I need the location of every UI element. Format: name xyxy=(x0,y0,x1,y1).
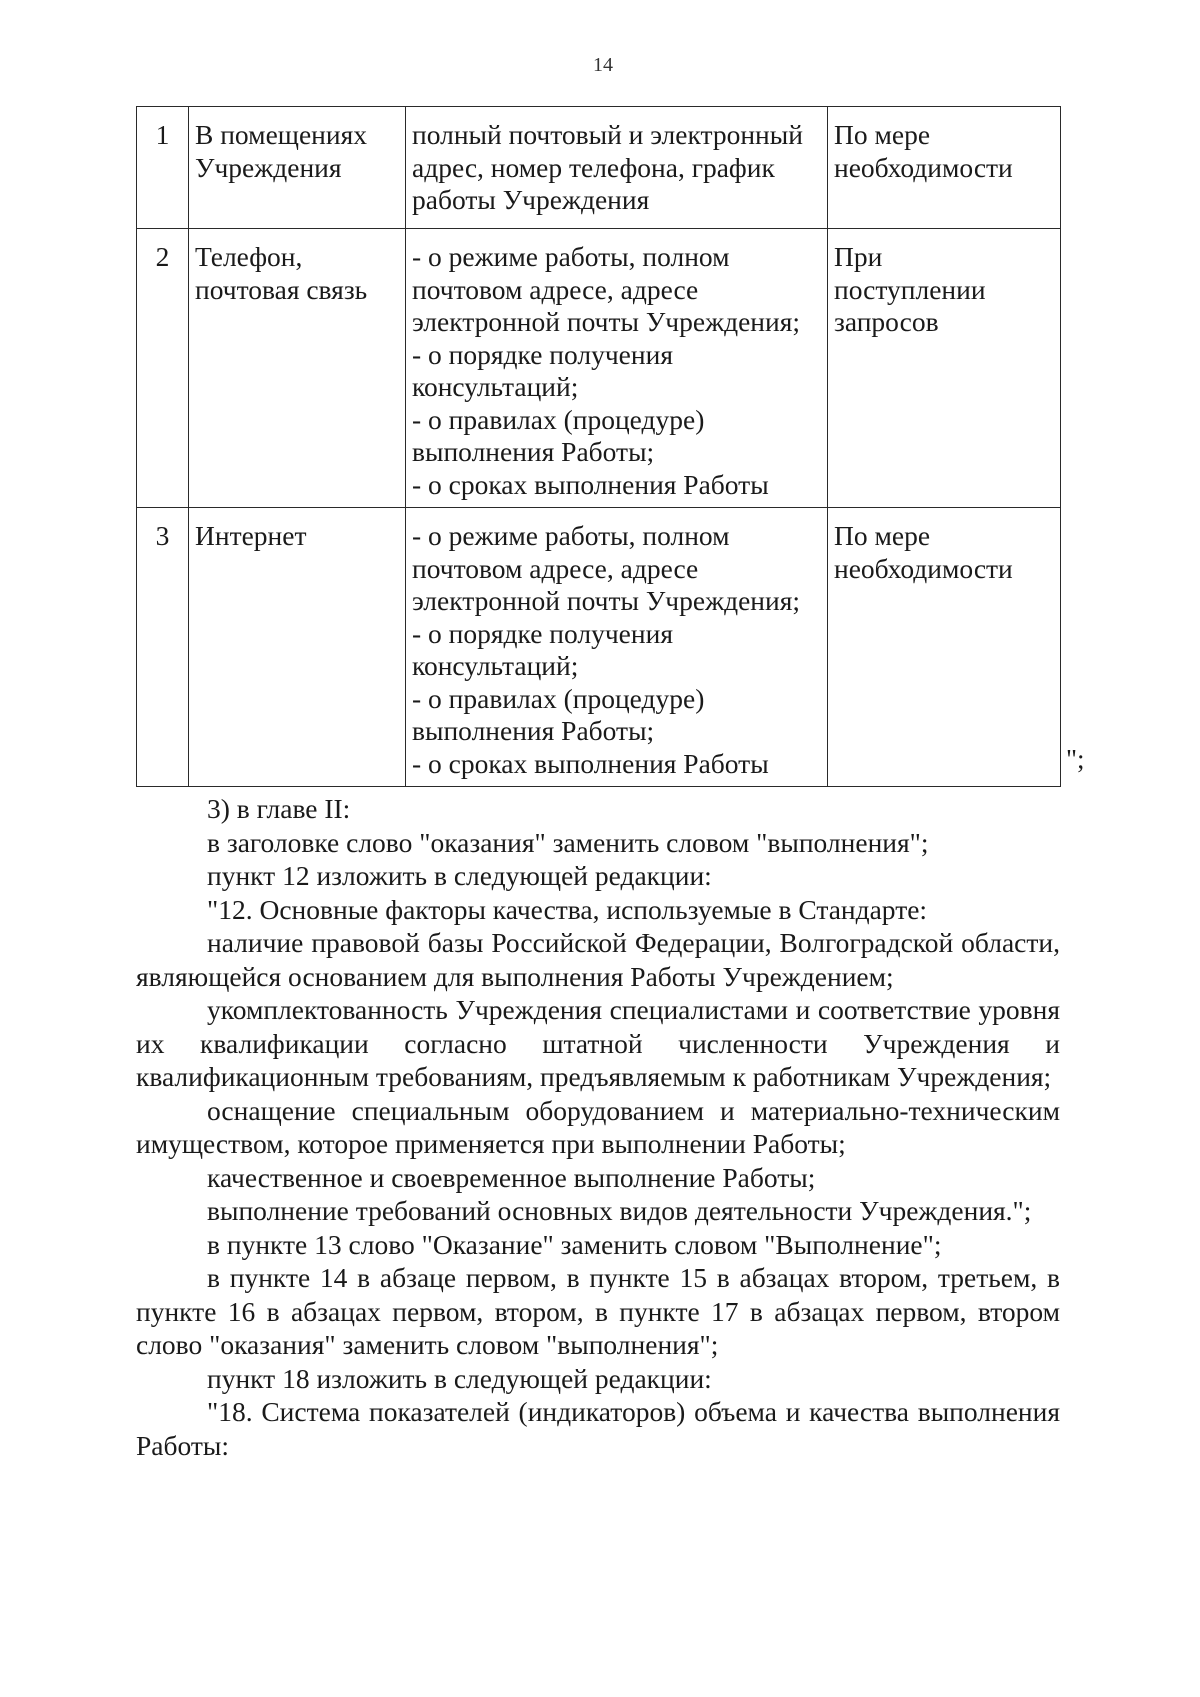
paragraph-legal-base: наличие правовой базы Российской Федерации, Волгоградской области, являющейся основанием для выполнения Работы Учреждением; xyxy=(136,927,1060,992)
paragraph-equipment: оснащение специальным оборудованием и материально-техническим имуществом, которое применяется при выполнении Работы; xyxy=(136,1094,1060,1159)
cell-line: - о режиме работы, полном xyxy=(412,520,730,551)
cell-line: - о порядке получения xyxy=(412,617,673,649)
cell-line: почтовом адресе, адресе xyxy=(412,552,699,584)
cell-line: - о правилах (процедуре) xyxy=(412,403,705,435)
cell-line: необходимости xyxy=(834,552,1013,584)
cell-line: - о сроках выполнения Работы xyxy=(412,747,769,779)
channel-cell xyxy=(189,107,406,229)
paragraph-point18-title: "18. Система показателей (индикаторов) объема и качества выполнения Работы: xyxy=(136,1396,1060,1461)
paragraph-point13: в пункте 13 слово "Оказание" заменить словом "Выполнение"; xyxy=(207,1228,942,1260)
cell-line: - о режиме работы, полном xyxy=(412,241,730,272)
cell-line: При xyxy=(834,241,883,272)
cell-line: - о правилах (процедуре) xyxy=(412,682,705,714)
cell-line: Телефон, xyxy=(195,241,303,272)
content-cell xyxy=(406,107,828,229)
cell-line: полный почтовый и электронный xyxy=(412,119,803,150)
paragraph-point18-intro: пункт 18 изложить в следующей редакции: xyxy=(207,1362,712,1394)
cell-line: электронной почты Учреждения; xyxy=(412,585,800,616)
cell-line: почтовая связь xyxy=(195,273,368,305)
table-closing-quote: "; xyxy=(1066,744,1085,774)
cell-line: Учреждения xyxy=(195,151,342,183)
channel-cell xyxy=(189,229,406,508)
paragraph-point12-title: "12. Основные факторы качества, используемые в Стандарте: xyxy=(207,893,928,925)
cell-line: В помещениях xyxy=(195,119,367,150)
cell-line: выполнения Работы; xyxy=(412,715,655,746)
frequency-cell xyxy=(828,107,1061,229)
paragraph-heading-change: в заголовке слово "оказания" заменить словом "выполнения"; xyxy=(207,826,929,858)
paragraph-quality: качественное и своевременное выполнение Работы; xyxy=(207,1161,816,1193)
table-row xyxy=(137,508,1061,787)
channel-cell xyxy=(189,508,406,787)
page-number: 14 xyxy=(593,54,613,76)
information-table xyxy=(136,106,1061,787)
cell-line: Интернет xyxy=(195,520,307,551)
cell-line: необходимости xyxy=(834,151,1013,183)
cell-line: почтовом адресе, адресе xyxy=(412,273,699,305)
cell-line: выполнения Работы; xyxy=(412,436,655,467)
content-cell xyxy=(406,229,828,508)
cell-line: - о порядке получения xyxy=(412,338,673,370)
frequency-cell xyxy=(828,229,1061,508)
table-row xyxy=(137,229,1061,508)
row-number-cell: 3 xyxy=(137,508,189,787)
cell-line: По мере xyxy=(834,520,931,551)
row-number-cell: 1 xyxy=(137,107,189,229)
table-row xyxy=(137,107,1061,229)
content-cell xyxy=(406,508,828,787)
cell-line: адрес, номер телефона, график xyxy=(412,151,775,183)
paragraph-staffing: укомплектованность Учреждения специалистами и соответствие уровня их квалификации согласно штатной численности Учреждения и квалификационным требованиям, предъявляемым к работникам Учреждения; xyxy=(136,994,1060,1092)
cell-line: консультаций; xyxy=(412,371,579,402)
paragraph-point12-intro: пункт 12 изложить в следующей редакции: xyxy=(207,860,712,891)
frequency-cell xyxy=(828,508,1061,787)
paragraph-requirements: выполнение требований основных видов деятельности Учреждения."; xyxy=(207,1195,1032,1226)
row-number-cell: 2 xyxy=(137,229,189,508)
paragraph-points14-17: в пункте 14 в абзаце первом, в пункте 15 в абзацах втором, третьем, в пункте 16 в абзацах первом, втором, в пункте 17 в абзацах первом, втором слово "оказания" заменить словом "выполнения"; xyxy=(136,1262,1060,1360)
paragraph-chapter-ref: 3) в главе II: xyxy=(207,793,351,824)
cell-line: электронной почты Учреждения; xyxy=(412,306,800,337)
cell-line: - о сроках выполнения Работы xyxy=(412,468,769,500)
cell-line: работы Учреждения xyxy=(412,184,650,215)
cell-line: запросов xyxy=(834,306,939,337)
cell-line: По мере xyxy=(834,119,931,150)
cell-line: поступлении xyxy=(834,273,986,305)
cell-line: консультаций; xyxy=(412,650,579,681)
amendment-text xyxy=(136,792,1060,1462)
